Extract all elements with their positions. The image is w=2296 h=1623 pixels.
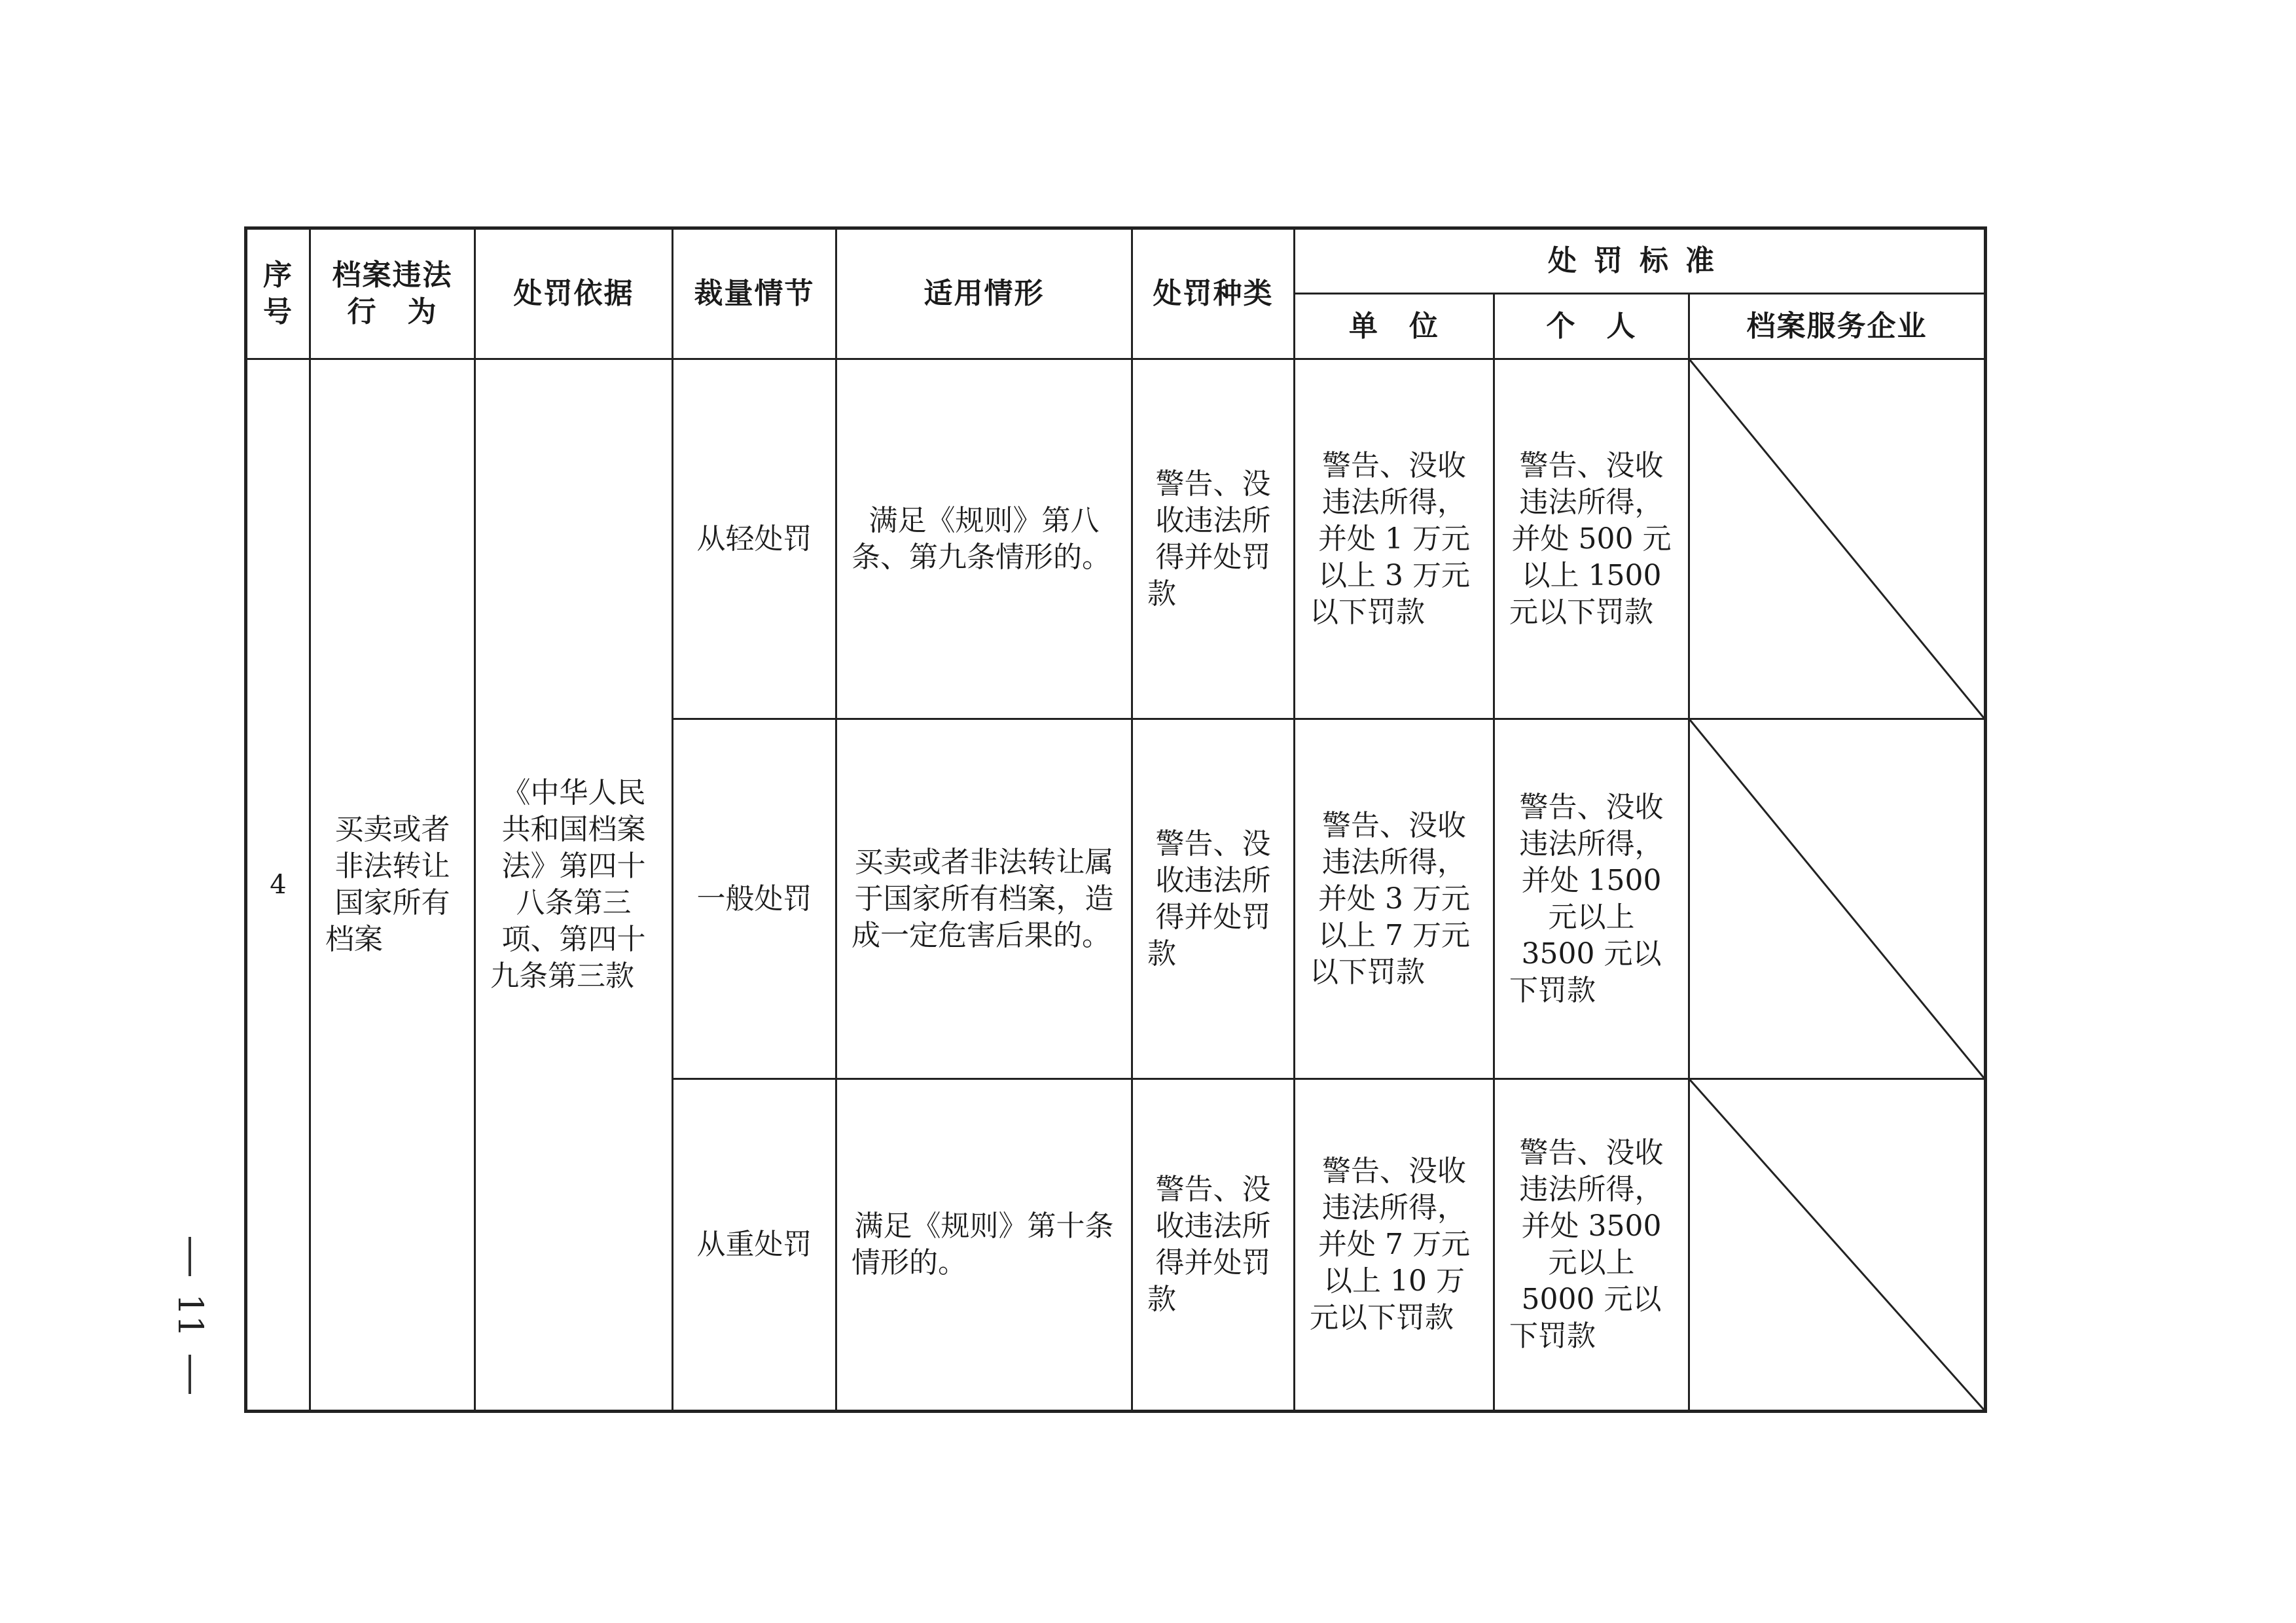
diagonal-slash-icon [1690, 1080, 1984, 1410]
individual-light: 警告、没收违法所得，并处 500 元以上 1500 元以下罚款 [1494, 359, 1689, 719]
row-basis: 《中华人民共和国档案法》第四十八条第三项、第四十九条第三款 [475, 359, 673, 1412]
type-heavy: 警告、没收违法所得并处罚款 [1132, 1079, 1295, 1412]
header-seq: 序号 [246, 228, 310, 359]
enterprise-light-not-applicable [1689, 359, 1986, 719]
page-number-text: 11 [170, 1293, 209, 1338]
row-behavior: 买卖或者非法转让国家所有档案 [310, 359, 475, 1412]
header-condition: 适用情形 [836, 228, 1132, 359]
diagonal-slash-icon [1690, 720, 1984, 1078]
header-enterprise: 档案服务企业 [1689, 294, 1986, 359]
circumstance-light: 从轻处罚 [673, 359, 836, 719]
header-unit: 单 位 [1295, 294, 1494, 359]
diagonal-slash-icon [1690, 360, 1984, 718]
type-light: 警告、没收违法所得并处罚款 [1132, 359, 1295, 719]
individual-general: 警告、没收违法所得，并处 1500 元以上 3500 元以下罚款 [1494, 719, 1689, 1079]
page-number [157, 1230, 223, 1427]
page-number-dash-bottom [188, 1355, 191, 1394]
header-type: 处罚种类 [1132, 228, 1295, 359]
circumstance-heavy: 从重处罚 [673, 1079, 836, 1412]
unit-light: 警告、没收违法所得，并处 1 万元以上 3 万元以下罚款 [1295, 359, 1494, 719]
unit-general: 警告、没收违法所得，并处 3 万元以上 7 万元以下罚款 [1295, 719, 1494, 1079]
penalty-standard-table [244, 226, 1987, 1413]
header-individual: 个 人 [1494, 294, 1689, 359]
condition-light: 满足《规则》第八条、第九条情形的。 [836, 359, 1132, 719]
table-row [246, 359, 1986, 719]
header-basis: 处罚依据 [475, 228, 673, 359]
header-circumstance: 裁量情节 [673, 228, 836, 359]
page-number-dash-top [188, 1237, 191, 1276]
row-seq: 4 [246, 359, 310, 1412]
individual-heavy: 警告、没收违法所得，并处 3500 元以上 5000 元以下罚款 [1494, 1079, 1689, 1412]
condition-general: 买卖或者非法转让属于国家所有档案，造成一定危害后果的。 [836, 719, 1132, 1079]
enterprise-general-not-applicable [1689, 719, 1986, 1079]
header-row-1 [246, 228, 1986, 294]
enterprise-heavy-not-applicable [1689, 1079, 1986, 1412]
unit-heavy: 警告、没收违法所得，并处 7 万元以上 10 万元以下罚款 [1295, 1079, 1494, 1412]
header-standard: 处罚标准 [1295, 228, 1986, 294]
header-behavior: 档案违法行 为 [310, 228, 475, 359]
type-general: 警告、没收违法所得并处罚款 [1132, 719, 1295, 1079]
condition-heavy: 满足《规则》第十条情形的。 [836, 1079, 1132, 1412]
circumstance-general: 一般处罚 [673, 719, 836, 1079]
